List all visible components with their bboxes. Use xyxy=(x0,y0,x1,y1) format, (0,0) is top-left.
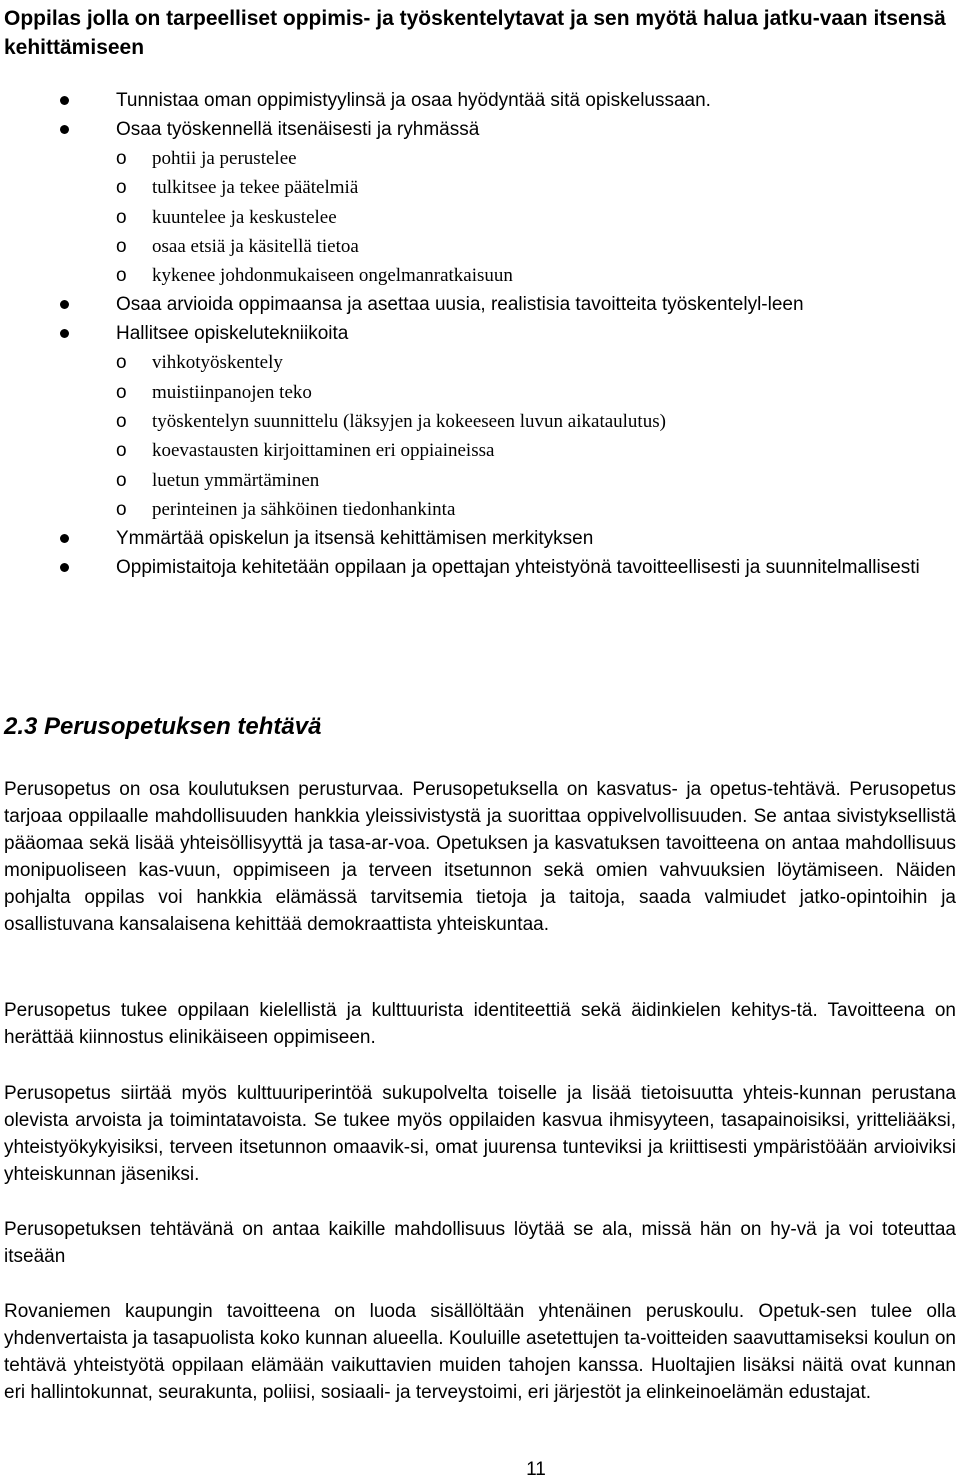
circle-bullet-icon: o xyxy=(116,265,127,287)
list-item xyxy=(0,553,926,582)
sublist-item xyxy=(116,466,926,495)
sublist-item xyxy=(116,407,926,436)
list-item xyxy=(0,86,926,115)
paragraph: Perusopetus siirtää myös kulttuuriperintöä sukupolvelta toiselle ja lisää tietoisuutta yhteis-kunnan perustana olevista arvoista ja toimintatavoista. Se tukee myös oppilaiden kasvua ihmisyyteen, tasapainoisiksi, yritteliääksi, yhteistyökykyisiksi, terveen itsetunnon omaavik-si, omat juurensa tunteviksi ja kriittisesti ympäristöään arvioiviksi yhteiskunnan jäseniksi. xyxy=(4,1083,956,1185)
sublist-item-text: koevastausten kirjoittaminen eri oppiaineissa xyxy=(152,440,495,462)
list-item-text: Tunnistaa oman oppimistyylinsä ja osaa hyödyntää sitä opiskelussaan. xyxy=(116,90,711,111)
sublist-item xyxy=(116,348,926,377)
sublist-item-text: muistiinpanojen teko xyxy=(152,381,312,403)
paragraph: Perusopetuksen tehtävänä on antaa kaikille mahdollisuus löytää se ala, missä hän on hy-vä ja voi toteuttaa itseään xyxy=(4,1219,956,1267)
circle-bullet-icon: o xyxy=(116,498,127,520)
sublist-item-text: osaa etsiä ja käsitellä tietoa xyxy=(152,235,359,257)
sublist-item-text: työskentelyn suunnittelu (läksyjen ja kokeeseen luvun aikataulutus) xyxy=(152,411,666,433)
sublist-study-techniques xyxy=(116,348,926,524)
sublist-group-work xyxy=(116,144,926,290)
list-item xyxy=(0,524,926,553)
circle-bullet-icon: o xyxy=(116,440,127,462)
bullet-icon xyxy=(60,534,69,543)
circle-bullet-icon: o xyxy=(116,352,127,374)
list-item-text: Osaa arvioida oppimaansa ja asettaa uusia, realistisia tavoitteita työskentelyl-leen xyxy=(116,294,804,316)
section-heading: Oppilas jolla on tarpeelliset oppimis- ja työskentelytavat ja sen myötä halua jatku-vaan itsensä kehittämiseen xyxy=(4,7,946,59)
sublist-item-text: tulkitsee ja tekee päätelmiä xyxy=(152,177,359,199)
paragraph: Rovaniemen kaupungin tavoitteena on luoda sisällöltään yhtenäinen peruskoulu. Opetuk-sen tulee olla yhdenvertaista ja tasapuolista koko kunnan alueella. Kouluille asetettujen ta-voitteiden saavuttamiseksi koulun on tehtävä yhteistyötä oppilaan elämään vaikuttavien muiden tahojen kanssa. Huoltajien lisäksi näitä ovat kunnan eri hallintokunnat, seurakunta, poliisi, sosiaali- ja terveystoimi, eri järjestöt ja elinkeinoelämän edustajat. xyxy=(4,1301,956,1403)
sublist-item xyxy=(116,173,926,202)
list-item-text: Hallitsee opiskelutekniikoita xyxy=(116,323,349,345)
bullet-icon xyxy=(60,125,69,134)
list-item xyxy=(0,319,926,524)
sublist-item-text: kykenee johdonmukaiseen ongelmanratkaisuun xyxy=(152,265,513,287)
sublist-item-text: pohtii ja perustelee xyxy=(152,148,297,169)
sublist-item xyxy=(116,495,926,524)
bullet-icon xyxy=(60,300,69,309)
circle-bullet-icon: o xyxy=(116,469,127,491)
list-item-text: Oppimistaitoja kehitetään oppilaan ja opettajan yhteistyönä tavoitteellisesti ja suunnitelmallisesti xyxy=(116,557,920,579)
sublist-item xyxy=(116,378,926,407)
sublist-item-text: luetun ymmärtäminen xyxy=(152,469,320,491)
circle-bullet-icon: o xyxy=(116,177,127,199)
sublist-item xyxy=(116,261,926,290)
bullet-icon xyxy=(60,96,69,105)
paragraph: Perusopetus on osa koulutuksen perusturvaa. Perusopetuksella on kasvatus- ja opetus-tehtävä. Perusopetus tarjoaa oppilaalle mahdollisuuden hankkia yleissivistystä ja suorittaa oppivelvollisuuden. Se antaa sivistyksellistä pääomaa sekä lisää yhteisöllisyyttä ja tasa-ar-voa. Opetuksen ja kasvatuksen tavoitteena on antaa mahdollisuus monipuoliseen kas-vuun, oppimiseen ja terveen itsetunnon sekä omien vahvuuksien löytämiseen. Näiden pohjalta oppilas voi hankkia elämässä tarvitsemia tietoja ja taitoja, saada valmiudet jatko-opintoihin ja osallistuvana kansalaisena kehittää demokraattista yhteiskuntaa. xyxy=(4,779,956,935)
list-item-text: Ymmärtää opiskelun ja itsensä kehittämisen merkityksen xyxy=(116,528,594,550)
circle-bullet-icon: o xyxy=(116,206,127,228)
page-number: 11 xyxy=(526,1459,546,1480)
sublist-item xyxy=(116,203,926,232)
bullet-icon xyxy=(60,329,69,338)
sublist-item-text: kuuntelee ja keskustelee xyxy=(152,206,337,228)
list-item xyxy=(0,290,926,319)
sublist-item xyxy=(116,144,926,173)
paragraph: Perusopetus tukee oppilaan kielellistä ja kulttuurista identiteettiä sekä äidinkielen kehitys-tä. Tavoitteena on herättää kiinnostus elinikäiseen oppimiseen. xyxy=(4,1000,956,1048)
circle-bullet-icon: o xyxy=(116,148,127,169)
circle-bullet-icon: o xyxy=(116,235,127,257)
list-item-text: Osaa työskennellä itsenäisesti ja ryhmässä xyxy=(116,119,480,140)
competence-list xyxy=(0,86,960,582)
sublist-item-text: perinteinen ja sähköinen tiedonhankinta xyxy=(152,498,456,520)
circle-bullet-icon: o xyxy=(116,411,127,433)
sublist-item-text: vihkotyöskentely xyxy=(152,352,283,374)
circle-bullet-icon: o xyxy=(116,381,127,403)
sublist-item xyxy=(116,436,926,465)
list-item xyxy=(0,115,926,290)
sublist-item xyxy=(116,232,926,261)
section-title: 2.3 Perusopetuksen tehtävä xyxy=(4,713,322,740)
bullet-icon xyxy=(60,563,69,572)
